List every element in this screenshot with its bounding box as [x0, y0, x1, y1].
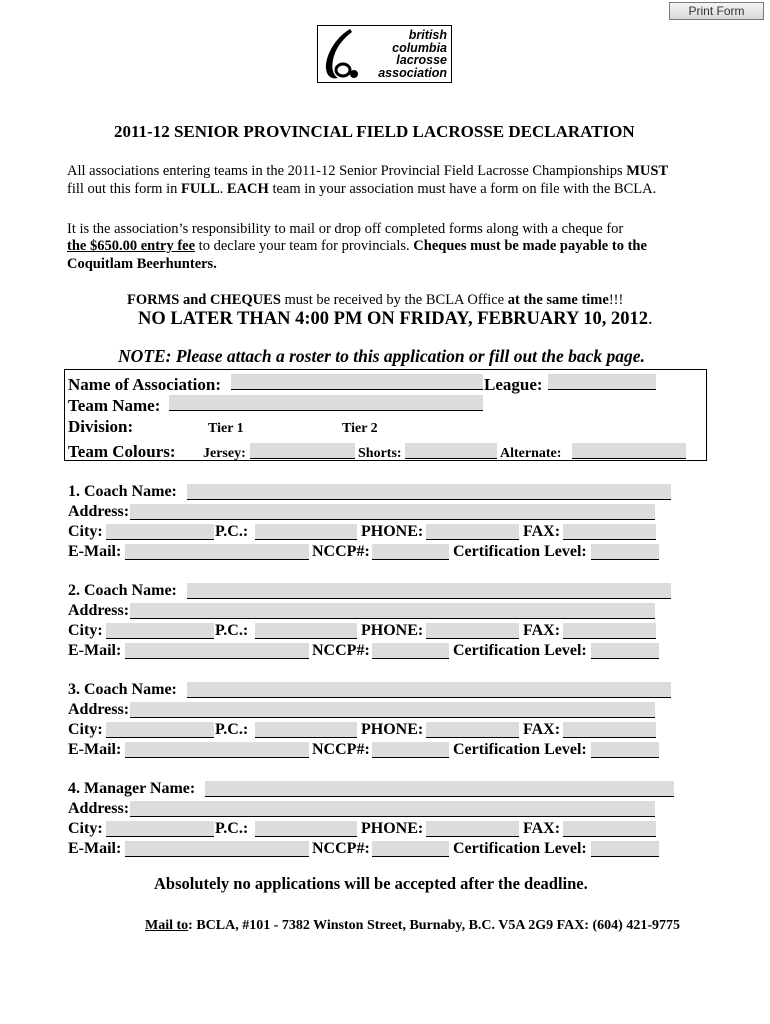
contact-1-name-label: 1. Coach Name: — [68, 483, 177, 500]
logo-line-3: lacrosse — [396, 53, 447, 67]
team-name-field[interactable] — [169, 395, 483, 411]
contact-4-pc-label: P.C.: — [215, 820, 249, 837]
contact-4-phone-label: PHONE: — [361, 820, 424, 837]
contact-2-nccp-field[interactable] — [372, 643, 449, 659]
contact-4-name-field[interactable] — [205, 781, 674, 797]
intro-text: team in your association must have a form on file with the BCLA. — [268, 181, 657, 197]
deadline-forms: FORMS and CHEQUES — [127, 292, 281, 308]
alternate-label: Alternate: — [500, 446, 562, 461]
contact-4-email-label: E-Mail: — [68, 840, 122, 857]
logo-line-4: association — [378, 65, 447, 80]
contact-4-address-label: Address: — [68, 800, 130, 817]
cheque-note: Cheques must be made payable to the — [413, 238, 647, 254]
association-field[interactable] — [231, 374, 483, 390]
mail-to-line — [145, 918, 680, 934]
page-title: 2011-12 SENIOR PROVINCIAL FIELD LACROSSE DECLARATION — [114, 122, 635, 141]
contact-4-city-label: City: — [68, 820, 103, 837]
bcla-logo — [317, 25, 452, 83]
contact-1-name-field[interactable] — [187, 484, 671, 500]
contact-1-email-field[interactable] — [125, 544, 309, 560]
contact-4-fax-label: FAX: — [523, 820, 561, 837]
contact-3-email-field[interactable] — [125, 742, 309, 758]
contact-3-pc-field[interactable] — [255, 722, 357, 738]
contact-3-cert-label: Certification Level: — [453, 741, 587, 758]
intro-line-4 — [67, 237, 647, 255]
entry-fee: the $650.00 entry fee — [67, 238, 196, 254]
contact-4-phone-field[interactable] — [426, 821, 519, 837]
mail-address: : BCLA, #101 - 7382 Winston Street, Burnaby, B.C. V5A 2G9 FAX: (604) 421-9775 — [188, 918, 680, 933]
tier-2-option[interactable]: Tier 2 — [342, 421, 378, 436]
contact-4-nccp-label: NCCP#: — [312, 840, 370, 857]
contact-3-city-field[interactable] — [106, 722, 214, 738]
league-label: League: — [484, 375, 543, 394]
contact-1-phone-label: PHONE: — [361, 523, 424, 540]
contact-3-phone-field[interactable] — [426, 722, 519, 738]
contact-3-city-label: City: — [68, 721, 103, 738]
contact-4-nccp-field[interactable] — [372, 841, 449, 857]
tier-1-option[interactable]: Tier 1 — [208, 421, 244, 436]
contact-1-fax-label: FAX: — [523, 523, 561, 540]
contact-3-fax-label: FAX: — [523, 721, 561, 738]
deadline-date: NO LATER THAN 4:00 PM ON FRIDAY, FEBRUARY 10, 2012 — [138, 309, 649, 329]
contact-3-fax-field[interactable] — [563, 722, 656, 738]
intro-text: to declare your team for provincials. — [195, 238, 414, 254]
contact-2-city-field[interactable] — [106, 623, 214, 639]
contact-2-phone-field[interactable] — [426, 623, 519, 639]
contact-4-city-field[interactable] — [106, 821, 214, 837]
contact-4-cert-label: Certification Level: — [453, 840, 587, 857]
print-form-button[interactable]: Print Form — [669, 2, 764, 20]
intro-text: . — [219, 181, 227, 197]
contact-1-email-label: E-Mail: — [68, 543, 122, 560]
intro-full: FULL — [180, 181, 220, 197]
contact-4-address-field[interactable] — [130, 801, 655, 817]
deadline-text: . — [648, 309, 653, 329]
contact-2-email-label: E-Mail: — [68, 642, 122, 659]
contact-4-cert-field[interactable] — [591, 841, 659, 857]
contact-2-pc-field[interactable] — [255, 623, 357, 639]
contact-1-nccp-field[interactable] — [372, 544, 449, 560]
contact-4-name-label: 4. Manager Name: — [68, 780, 196, 797]
contact-4-pc-field[interactable] — [255, 821, 357, 837]
intro-line-1 — [67, 162, 668, 180]
alternate-field[interactable] — [572, 443, 686, 459]
contact-1-address-label: Address: — [68, 503, 130, 520]
roster-note: NOTE: Please attach a roster to this application or fill out the back page. — [118, 346, 645, 366]
intro-text: fill out this form in — [67, 181, 181, 197]
contact-1-cert-field[interactable] — [591, 544, 659, 560]
contact-3-email-label: E-Mail: — [68, 741, 122, 758]
contact-4-fax-field[interactable] — [563, 821, 656, 837]
association-label: Name of Association: — [68, 375, 221, 394]
team-name-label: Team Name: — [68, 396, 161, 415]
cheque-payee: Coquitlam Beerhunters. — [67, 256, 217, 272]
shorts-field[interactable] — [405, 443, 497, 459]
contact-1-city-label: City: — [68, 523, 103, 540]
contact-1-cert-label: Certification Level: — [453, 543, 587, 560]
contact-2-cert-field[interactable] — [591, 643, 659, 659]
division-label: Division: — [68, 417, 134, 436]
logo-line-2: columbia — [392, 40, 447, 55]
intro-line-3: It is the association’s responsibility to mail or drop off completed forms along with a cheque for — [67, 221, 624, 237]
contact-3-name-field[interactable] — [187, 682, 671, 698]
contact-1-pc-field[interactable] — [255, 524, 357, 540]
contact-3-phone-label: PHONE: — [361, 721, 424, 738]
contact-1-city-field[interactable] — [106, 524, 214, 540]
deadline-text: must be received by the BCLA Office — [280, 292, 508, 308]
logo-text — [378, 29, 447, 79]
contact-2-address-label: Address: — [68, 602, 130, 619]
team-colours-label: Team Colours: — [68, 442, 176, 461]
contact-2-fax-label: FAX: — [523, 622, 561, 639]
contact-2-city-label: City: — [68, 622, 103, 639]
contact-3-name-label: 3. Coach Name: — [68, 681, 177, 698]
contact-3-address-field[interactable] — [130, 702, 655, 718]
shorts-label: Shorts: — [358, 446, 402, 461]
contact-3-cert-field[interactable] — [591, 742, 659, 758]
contact-2-phone-label: PHONE: — [361, 622, 424, 639]
intro-line-2 — [67, 180, 656, 198]
intro-must: MUST — [626, 163, 669, 179]
contact-1-address-field[interactable] — [130, 504, 655, 520]
contact-2-nccp-label: NCCP#: — [312, 642, 370, 659]
contact-4-email-field[interactable] — [125, 841, 309, 857]
deadline-warning: Absolutely no applications will be accepted after the deadline. — [154, 874, 588, 893]
lacrosse-stick-icon — [320, 26, 360, 82]
contact-3-address-label: Address: — [68, 701, 130, 718]
logo-line-1: british — [408, 28, 447, 42]
deadline-big — [138, 309, 653, 330]
league-field[interactable] — [548, 374, 656, 390]
deadline-line — [127, 291, 623, 309]
contact-2-name-label: 2. Coach Name: — [68, 582, 177, 599]
mail-to-label: Mail to — [145, 918, 189, 933]
contact-1-phone-field[interactable] — [426, 524, 519, 540]
contact-1-nccp-label: NCCP#: — [312, 543, 370, 560]
contact-2-email-field[interactable] — [125, 643, 309, 659]
deadline-same-time: at the same time — [507, 292, 609, 308]
jersey-label: Jersey: — [203, 446, 246, 461]
contact-3-nccp-label: NCCP#: — [312, 741, 370, 758]
contact-3-pc-label: P.C.: — [215, 721, 249, 738]
contact-2-name-field[interactable] — [187, 583, 671, 599]
contact-1-fax-field[interactable] — [563, 524, 656, 540]
contact-2-address-field[interactable] — [130, 603, 655, 619]
contact-3-nccp-field[interactable] — [372, 742, 449, 758]
deadline-text: !!! — [608, 292, 624, 308]
intro-text: All associations entering teams in the 2011-12 Senior Provincial Field Lacrosse Championships — [67, 163, 627, 179]
contact-1-pc-label: P.C.: — [215, 523, 249, 540]
contact-2-cert-label: Certification Level: — [453, 642, 587, 659]
contact-2-pc-label: P.C.: — [215, 622, 249, 639]
intro-each: EACH — [226, 181, 269, 197]
contact-2-fax-field[interactable] — [563, 623, 656, 639]
jersey-field[interactable] — [250, 443, 355, 459]
